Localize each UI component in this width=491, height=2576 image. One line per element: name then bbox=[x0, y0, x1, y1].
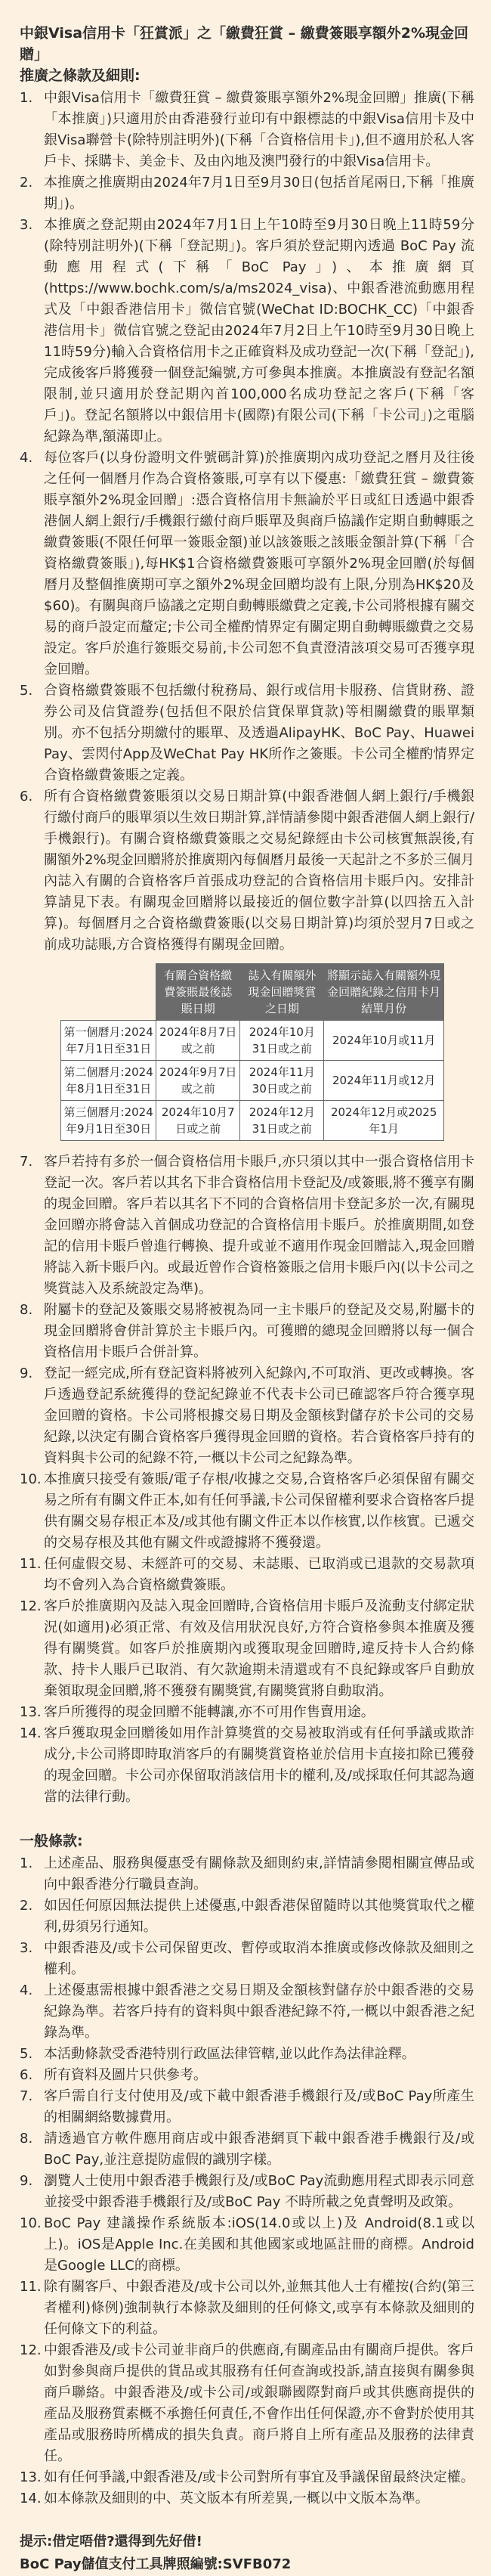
term-item bbox=[20, 1596, 474, 1702]
term-item bbox=[20, 1152, 474, 1300]
term-text: 請透過官方軟件應用商店或中銀香港網頁下載中銀香港手機銀行及/或BoC Pay,並注意提防虛假的識別字樣。 bbox=[44, 2131, 474, 2168]
table-cell: 2024年10月或11月 bbox=[324, 1021, 444, 1061]
term-text: 客戶獲取現金回贈後如用作計算獎賞的交易被取消或有任何爭議或欺詐成分,卡公司將即時取消客戶的有關獎賞資格並於信用卡直接扣除已獲發的現金回贈。卡公司亦保留取消該信用卡的權利,及/或採取任何其認為適當的法律行動。 bbox=[44, 1725, 474, 1805]
general-terms-heading: 一般條款: bbox=[20, 1833, 83, 1849]
term-number: 13. bbox=[20, 1704, 42, 1720]
table-header-cell: 有關合資格繳費簽賬最後誌賬日期 bbox=[156, 964, 240, 1021]
term-text: 任何虛假交易、未經許可的交易、未誌賬、已取消或已退款的交易款項均不會列入為合資格繳費簽賬。 bbox=[44, 1556, 474, 1593]
term-text: 上述優惠需根據中銀香港之交易日期及金額核對儲存於中銀香港的交易紀錄為準。若客戶持有的資料與中銀香港紀錄不符,一概以中銀香港之紀錄為準。 bbox=[44, 1982, 474, 2041]
page-subtitle: 推廣之條款及細則: bbox=[20, 67, 141, 84]
term-item bbox=[20, 2171, 474, 2213]
term-item bbox=[20, 1853, 474, 1896]
term-item bbox=[20, 1938, 474, 1980]
table-header-row bbox=[61, 964, 444, 1021]
table-row-period: 第三個曆月:2024年9月1日至30日 bbox=[61, 1101, 156, 1141]
term-text: 客戶所獲得的現金回贈不能轉讓,亦不可用作售賣用途。 bbox=[44, 1704, 375, 1720]
term-text: 中銀Visa信用卡「繳費狂賞 – 繳費簽賬享額外2%現金回贈」推廣(下稱「本推廣」)只適用於由香港發行並印有中銀標誌的中銀Visa信用卡及中銀Visa聯營卡(除特別註明外)(下稱「合資格信用卡」),但不適用於私人客戶卡、採購卡、美金卡、及由內地及澳門發行的中銀Visa信用卡。 bbox=[44, 90, 474, 169]
term-text: BoC Pay 建議操作系統版本:iOS(14.0或以上)及 Android(8.1或以上)。iOS是Apple Inc.在美國和其他國家或地區註冊的商標。Android是Google LLC的商標。 bbox=[44, 2215, 474, 2274]
term-text: 本推廣只接受有簽賬/電子存根/收據之交易,合資格客戶必須保留有關交易之所有有關文件正本,如有任何爭議,卡公司保留權利要求合資格客戶提供有關交易存根正本及/或其他有關文件正本以作核實,以作核實。已遞交的交易存根及其他有關文件或證據將不獲發還。 bbox=[44, 1471, 474, 1551]
term-item bbox=[20, 786, 474, 956]
term-item bbox=[20, 1300, 474, 1363]
term-number: 3. bbox=[20, 1940, 33, 1956]
term-text: 本推廣之登記期由2024年7月1日上午10時至9月30日晚上11時59分(除特別註明外)(下稱「登記期」)。客戶須於登記期內透過 BoC Pay 流動應用程式(下稱「BoC Pay」)、本推廣網頁(https://www.bochk.com/s/a/ms2024_visa)、中銀香港流動應用程式及「中銀香港信用卡」微信官號(WeChat ID:BOCHK_CC)「中銀香港信用卡」微信官號之登記由2024年7月2日上午10時至9月30日晚上11時59分)輸入合資格信用卡之正確資料及成功登記一次(下稱「登記」),完成後客戶將獲發一個登記編號,方可參與本推廣。本推廣設有登記名額限制,並只適用於登記期內首100,000名成功登記之客戶(下稱「客戶」)。登記名額將以中銀信用卡(國際)有限公司(下稱「卡公司」)之電腦紀錄為準,額滿即止。 bbox=[44, 217, 474, 445]
table-cell: 2024年9月7日或之前 bbox=[156, 1061, 240, 1101]
term-item bbox=[20, 2213, 474, 2277]
table-cell: 2024年8月7日或之前 bbox=[156, 1021, 240, 1061]
rebate-schedule-table bbox=[60, 963, 444, 1141]
term-text: 除有關客戶、中銀香港及/或卡公司以外,並無其他人士有權按(合約(第三者權利)條例)強制執行本條款及細則的任何條文,或享有本條款及細則的任何條文下的利益。 bbox=[44, 2279, 474, 2337]
term-number: 12. bbox=[20, 2342, 42, 2358]
term-number: 11. bbox=[20, 2279, 42, 2295]
term-item bbox=[20, 1896, 474, 1938]
term-text: 所有合資格繳費簽賬須以交易日期計算(中銀香港個人網上銀行/手機銀行繳付商戶的賬單須以生效日期計算,詳情請參閱中銀香港個人網上銀行/手機銀行)。有關合資格繳費簽賬之交易紀錄經由卡公司核實無誤後,有關額外2%現金回贈將於推廣期內每個曆月最後一天起計之不多於三個月內誌入有關的合資格客戶首張成功登記的合資格信用卡賬戶內。安排計算請見下表。有關現金回贈將以最接近的個位數字計算(以四捨五入計算)。每個曆月之合資格繳費簽賬(以交易日期計算)均須於翌月7日或之前成功誌賬,方合資格獲得有關現金回贈。 bbox=[44, 789, 474, 953]
table-cell: 2024年10月7日或之前 bbox=[156, 1101, 240, 1141]
term-number: 4. bbox=[20, 1982, 33, 1998]
term-text: 本推廣之推廣期由2024年7月1日至9月30日(包括首尾兩日,下稱「推廣期」)。 bbox=[44, 175, 474, 212]
term-text: 客戶若持有多於一個合資格信用卡賬戶,亦只須以其中一張合資格信用卡登記一次。客戶若以其名下非合資格信用卡登記及/或簽賬,將不獲享有關的現金回贈。客戶若以其名下不同的合資格信用卡登記多於一次,有關現金回贈亦將會誌入首個成功登記的合資格信用卡賬戶。於推廣期間,如登記的信用卡賬戶曾進行轉換、提升或並不適用作現金回贈誌入,現金回贈將誌入新卡賬戶內。或最近曾作合資格簽賬之信用卡賬戶內(以卡公司之獎賞誌入及系統設定為準)。 bbox=[44, 1154, 474, 1297]
term-text: 本活動條款受香港特別行政區法律管轄,並以此作為法律詮釋。 bbox=[44, 2046, 415, 2062]
term-item bbox=[20, 1702, 474, 1723]
term-text: 如本條款及細則的中、英文版本有所差異,一概以中文版本為準。 bbox=[44, 2491, 429, 2506]
term-number: 14. bbox=[20, 2491, 42, 2506]
table-cell: 2024年11月30日或之前 bbox=[240, 1061, 324, 1101]
term-text: 中銀香港及/或卡公司保留更改、暫停或取消本推廣或修改條款及細則之權利。 bbox=[44, 1940, 474, 1977]
term-number: 5. bbox=[20, 2046, 33, 2062]
term-item bbox=[20, 2488, 474, 2509]
table-row bbox=[61, 1101, 444, 1141]
term-number: 8. bbox=[20, 2131, 33, 2147]
term-item bbox=[20, 88, 474, 172]
footer bbox=[20, 2531, 474, 2576]
term-item bbox=[20, 2065, 474, 2086]
table-header-cell: 誌入有關額外現金回贈獎賞之日期 bbox=[240, 964, 324, 1021]
term-number: 3. bbox=[20, 217, 33, 233]
page-title: 中銀Visa信用卡「狂賞派」之「繳費狂賞 – 繳費簽賬享額外2%現金回贈」 bbox=[20, 25, 469, 63]
term-item bbox=[20, 2044, 474, 2065]
term-text: 客戶於推廣期內及誌入現金回贈時,合資格信用卡賬戶及流動支付綁定狀況(如適用)必須正常、有效及信用狀況良好,方符合資格參與本推廣及獲得有關獎賞。如客戶於推廣期內或獲取現金回贈時,違反持卡人合約條款、持卡人賬戶已取消、有欠款逾期未清還或有不良紀錄或客戶自動放棄領取現金回贈,將不獲發有關獎賞,有關獎賞將自動取消。 bbox=[44, 1598, 474, 1699]
term-text: 登記一經完成,所有登記資料將被列入紀錄內,不可取消、更改或轉換。客戶透過登記系統獲得的登記紀錄並不代表卡公司已確認客戶符合獲享現金回贈的資格。卡公司將根據交易日期及金額核對儲存於卡公司的交易紀錄,以決定有關合資格客戶獲得現金回贈的資格。若合資格客戶持有的資料與卡公司的紀錄不符,一概以卡公司之紀錄為準。 bbox=[44, 1365, 474, 1466]
term-number: 9. bbox=[20, 1365, 33, 1381]
term-number: 5. bbox=[20, 683, 33, 699]
table-header-cell: 將顯示誌入有關額外現金回贈紀錄之信用卡月結單月份 bbox=[324, 964, 444, 1021]
term-item bbox=[20, 2128, 474, 2171]
term-number: 2. bbox=[20, 175, 33, 191]
term-text: 瀏覽人士使用中銀香港手機銀行及/或BoC Pay流動應用程式即表示同意並接受中銀香港手機銀行及/或BoC Pay 不時所載之免責聲明及政策。 bbox=[44, 2173, 474, 2210]
term-item bbox=[20, 2467, 474, 2488]
term-number: 11. bbox=[20, 1556, 42, 1572]
term-item bbox=[20, 1980, 474, 2044]
term-number: 4. bbox=[20, 450, 33, 466]
term-item bbox=[20, 172, 474, 215]
term-number: 10. bbox=[20, 1471, 42, 1487]
term-number: 1. bbox=[20, 90, 33, 106]
term-text: 合資格繳費簽賬不包括繳付稅務局、銀行或信用卡服務、信貨財務、證券公司及信貸證券(包括但不限於信貸保單貸款)等相關繳費的賬單類別。亦不包括分期繳付的賬單、及透過AlipayHK、BoC Pay、Huawei Pay、雲閃付App及WeChat Pay HK所作之簽賬。卡公司全權酌情界定合資格繳費簽賬之定義。 bbox=[44, 683, 474, 783]
term-number: 12. bbox=[20, 1598, 42, 1614]
term-text: 如有任何爭議,中銀香港及/或卡公司對所有事宜及爭議保留最終決定權。 bbox=[44, 2469, 474, 2485]
table-row bbox=[61, 1021, 444, 1061]
term-text: 如因任何原因無法提供上述優惠,中銀香港保留隨時以其他獎賞取代之權利,毋須另行通知。 bbox=[44, 1898, 474, 1935]
term-item bbox=[20, 1469, 474, 1554]
term-number: 1. bbox=[20, 1855, 33, 1871]
term-item bbox=[20, 1554, 474, 1596]
term-item bbox=[20, 1723, 474, 1808]
term-number: 14. bbox=[20, 1725, 42, 1741]
terms-list-continued bbox=[20, 1152, 474, 1808]
general-terms-list bbox=[20, 1853, 474, 2509]
term-item bbox=[20, 1363, 474, 1469]
footer-licence: BoC Pay儲值支付工具牌照編號:SVFB072 bbox=[20, 2556, 292, 2572]
term-number: 2. bbox=[20, 1898, 33, 1914]
term-text: 所有資料及圖片只供參考。 bbox=[44, 2067, 207, 2083]
table-cell: 2024年10月31日或之前 bbox=[240, 1021, 324, 1061]
terms-list bbox=[20, 88, 474, 956]
table-row-period: 第二個曆月:2024年8月1日至31日 bbox=[61, 1061, 156, 1101]
table-corner-cell bbox=[61, 964, 156, 1021]
table-row-period: 第一個曆月:2024年7月1日至31日 bbox=[61, 1021, 156, 1061]
term-item bbox=[20, 2086, 474, 2128]
term-text: 上述產品、服務與優惠受有關條款及細則約束,詳情請參閱相關宣傳品或向中銀香港分行職員查詢。 bbox=[44, 1855, 474, 1892]
term-number: 7. bbox=[20, 2088, 33, 2104]
term-item bbox=[20, 2340, 474, 2467]
term-number: 8. bbox=[20, 1302, 33, 1318]
term-number: 13. bbox=[20, 2469, 42, 2485]
term-number: 9. bbox=[20, 2173, 33, 2189]
table-cell: 2024年12月31日或之前 bbox=[240, 1101, 324, 1141]
footer-reminder: 提示:借定唔借?還得到先好借! bbox=[20, 2534, 202, 2550]
table-cell: 2024年12月或2025年1月 bbox=[324, 1101, 444, 1141]
table-cell: 2024年11月或12月 bbox=[324, 1061, 444, 1101]
term-text: 客戶需自行支付使用及/或下載中銀香港手機銀行及/或BoC Pay所產生的相關網絡數據費用。 bbox=[44, 2088, 474, 2125]
term-text: 每位客戶(以身份證明文件號碼計算)於推廣期內成功登記之曆月及往後之任何一個曆月作為合資格簽賬,可享有以下優惠:「繳費狂賞 – 繳費簽賬享額外2%現金回贈」:憑合資格信用卡無論於平日或紅日透過中銀香港個人網上銀行/手機銀行繳付商戶賬單及與商戶協議作定期自動轉賬之繳費簽賬(不限任何單一簽賬金額)並以該簽賬之該賬金額計算(下稱「合資格繳費簽賬」),每HK$1合資格繳費簽賬可享額外2%現金回贈(於每個曆月及整個推廣期可享之額外2%現金回贈均設有上限,分別為HK$20及$60)。有關與商戶協議之定期自動轉賬繳費之定義,卡公司將根據有關交易的商戶設定而釐定;卡公司全權酌情界定有關定期自動轉賬繳費之交易設定。客戶於進行簽賬交易前,卡公司恕不負責澄清該項交易可否獲享現金回贈。 bbox=[44, 450, 474, 677]
term-item bbox=[20, 2277, 474, 2340]
term-item bbox=[20, 215, 474, 448]
term-text: 中銀香港及/或卡公司並非商戶的供應商,有關產品由有關商戶提供。客戶如對參與商戶提供的貨品或其服務有任何查詢或投訴,請直接與有關參與商戶聯絡。中銀香港及/或卡公司/或銀聯國際對商戶或其供應商提供的產品及服務質素概不承擔任何責任,不會作出任何保證,亦不會對於使用其產品或服務時所構成的損失負責。商戶將自上所有產品及服務的法律責任。 bbox=[44, 2342, 474, 2464]
term-text: 附屬卡的登記及簽賬交易將被視為同一主卡賬戶的登記及交易,附屬卡的現金回贈將會併計算於主卡賬戶內。可獲贈的總現金回贈將以每一個合資格信用卡賬戶合併計算。 bbox=[44, 1302, 474, 1360]
term-number: 10. bbox=[20, 2215, 42, 2231]
term-item bbox=[20, 448, 474, 680]
term-number: 7. bbox=[20, 1154, 33, 1170]
term-item bbox=[20, 680, 474, 786]
table-row bbox=[61, 1061, 444, 1101]
term-number: 6. bbox=[20, 2067, 33, 2083]
term-number: 6. bbox=[20, 789, 33, 804]
